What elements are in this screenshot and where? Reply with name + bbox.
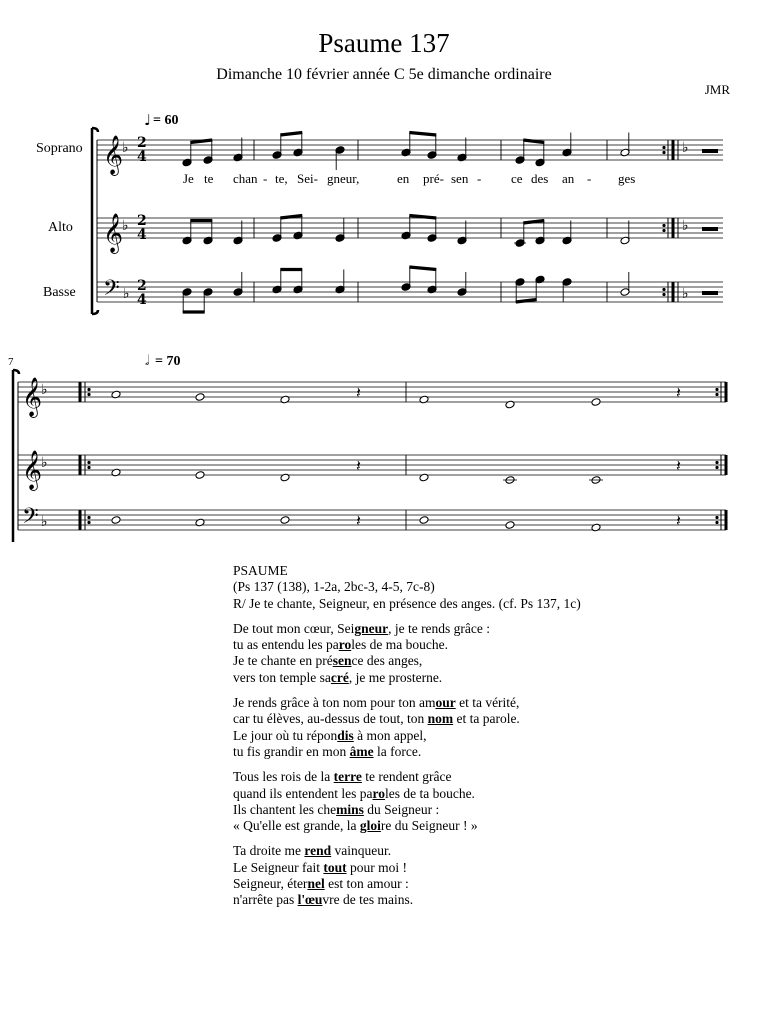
- repeat-dot: [87, 388, 90, 391]
- psalm-refrain: R/ Je te chante, Seigneur, en présence des anges. (cf. Ps 137, 1c): [233, 595, 581, 611]
- note-head: [419, 473, 429, 482]
- psalm-line: n'arrête pas l'œuvre de tes mains.: [233, 892, 414, 908]
- lyric-syllable: sen: [451, 171, 469, 186]
- time-sig-top: 2: [137, 135, 147, 151]
- lyric-syllable: ce: [511, 171, 523, 186]
- part-name-soprano: Soprano: [36, 141, 83, 156]
- treble-clef-icon: 𝄞: [22, 450, 43, 490]
- psalm-stanza: [233, 843, 733, 908]
- psalm-line: « Qu'elle est grande, la gloire du Seigneur ! »: [233, 818, 478, 834]
- lyric-syllable: -: [477, 171, 482, 186]
- repeat-dot: [87, 466, 90, 469]
- flat-sign: ♭: [41, 514, 48, 530]
- psalm-line: Le Seigneur fait tout pour moi !: [233, 859, 407, 875]
- psalm-line: Ta droite me rend vainqueur.: [233, 843, 392, 859]
- psalm-line: vers ton temple sacré, je me prosterne.: [233, 669, 443, 685]
- lyric-syllable: te: [204, 171, 214, 186]
- flat-sign: ♭: [682, 140, 689, 156]
- accented-syllable: l'œu: [297, 892, 323, 908]
- psalm-line: quand ils entendent les paroles de ta bouche.: [233, 785, 475, 801]
- psalm-line: Tous les rois de la terre te rendent grâce: [233, 769, 452, 785]
- accented-syllable: âme: [349, 743, 374, 759]
- page-title: Psaume 137: [318, 28, 450, 58]
- lyric-syllable: gneur,: [327, 171, 360, 186]
- lyric-syllable: ges: [618, 171, 636, 186]
- accented-syllable: rend: [304, 843, 332, 859]
- psalm-line: Le jour où tu répondis à mon appel,: [233, 727, 427, 743]
- repeat-dot: [715, 466, 718, 469]
- bass-clef-icon: 𝄢: [22, 504, 39, 534]
- psalm-heading: PSAUME: [233, 563, 288, 578]
- psalm-text: [233, 563, 733, 909]
- accented-syllable: our: [435, 695, 456, 711]
- psalm-line: Seigneur, éternel est ton amour :: [233, 876, 409, 892]
- psalm-line: Je rends grâce à ton nom pour ton amour et ta vérité,: [233, 695, 520, 711]
- score-graphics: [13, 128, 726, 542]
- accented-syllable: tout: [323, 859, 347, 875]
- repeat-dot: [715, 516, 718, 519]
- accented-syllable: mins: [336, 801, 364, 817]
- flat-sign: ♭: [123, 286, 130, 302]
- psalm-line: tu as entendu les paroles de ma bouche.: [233, 637, 448, 653]
- psalm-line: car tu élèves, au-dessus de tout, ton nom et ta parole.: [233, 711, 520, 727]
- note-head: [591, 398, 601, 407]
- accented-syllable: nom: [427, 711, 454, 727]
- repeat-dot: [87, 516, 90, 519]
- time-sig-bottom: 4: [137, 227, 147, 243]
- time-sig-top: 2: [137, 278, 147, 294]
- lyric-syllable: chan: [233, 171, 258, 186]
- accented-syllable: gneur: [354, 620, 389, 636]
- repeat-dot: [715, 521, 718, 524]
- psalm-line: Ils chantent les chemins du Seigneur :: [233, 801, 440, 817]
- lyric-syllable: en: [397, 171, 410, 186]
- lyric-syllable: Je: [183, 171, 194, 186]
- time-sig-bottom: 4: [137, 292, 147, 308]
- accented-syllable: dis: [337, 727, 354, 743]
- repeat-dot: [87, 393, 90, 396]
- lyric-syllable: des: [531, 171, 549, 186]
- psalm-reference: (Ps 137 (138), 1-2a, 2bc-3, 4-5, 7c-8): [233, 579, 435, 595]
- multi-rest: [702, 149, 718, 153]
- repeat-dot: [662, 293, 665, 296]
- note-head: [280, 473, 290, 482]
- part-name-alto: Alto: [48, 220, 73, 235]
- lyric-syllable: pré-: [423, 171, 444, 186]
- lyric-syllable: an: [562, 171, 575, 186]
- time-sig-top: 2: [137, 213, 147, 229]
- repeat-dot: [87, 521, 90, 524]
- note-head: [111, 516, 121, 525]
- bass-clef-icon: 𝄢: [103, 276, 120, 306]
- rest-icon: 𝄽: [356, 511, 361, 530]
- lyric-syllable: -: [587, 171, 592, 186]
- note-head: [591, 523, 601, 532]
- rest-icon: 𝄽: [356, 383, 361, 402]
- note-head: [195, 471, 205, 480]
- flat-sign: ♭: [41, 382, 48, 398]
- treble-clef-icon: 𝄞: [103, 213, 124, 253]
- time-sig-bottom: 4: [137, 149, 147, 165]
- part-name-basse: Basse: [43, 285, 76, 300]
- composer-credit: JMR: [704, 82, 730, 97]
- psalm-stanza: [233, 621, 733, 686]
- repeat-dot: [662, 224, 665, 227]
- multi-rest: [702, 291, 718, 295]
- tempo-note-icon: 𝅗𝅥: [145, 353, 150, 369]
- repeat-dot: [715, 393, 718, 396]
- note-head: [505, 400, 515, 409]
- psalm-line: Je te chante en présence des anges,: [233, 653, 423, 669]
- note-head: [111, 390, 121, 399]
- repeat-dot: [662, 288, 665, 291]
- note-head: [280, 395, 290, 404]
- flat-sign: ♭: [41, 455, 48, 471]
- flat-sign: ♭: [682, 218, 689, 234]
- accented-syllable: nel: [307, 876, 325, 892]
- measure-number: 7: [8, 356, 14, 368]
- repeat-dot: [715, 388, 718, 391]
- accented-syllable: cré: [330, 669, 349, 685]
- note-head: [280, 516, 290, 525]
- psalm-stanza: [233, 769, 733, 834]
- note-beam: [280, 133, 302, 136]
- multi-rest: [702, 227, 718, 231]
- tempo-marking: = 60: [153, 113, 179, 128]
- note-head: [195, 518, 205, 527]
- flat-sign: ♭: [122, 218, 129, 234]
- treble-clef-icon: 𝄞: [22, 377, 43, 417]
- note-head: [195, 393, 205, 402]
- psalm-line: De tout mon cœur, Seigneur, je te rends grâce :: [233, 620, 491, 636]
- psalm-stanzas: [233, 621, 733, 909]
- accented-syllable: ro: [372, 785, 385, 801]
- tempo-marking: = 70: [155, 354, 181, 369]
- tempo-note-icon: ♩: [144, 111, 152, 129]
- treble-clef-icon: 𝄞: [103, 135, 124, 175]
- note-head: [419, 516, 429, 525]
- rest-icon: 𝄽: [676, 511, 681, 530]
- repeat-dot: [715, 461, 718, 464]
- flat-sign: ♭: [682, 286, 689, 302]
- psalm-line: tu fis grandir en mon âme la force.: [233, 743, 422, 759]
- repeat-dot: [662, 151, 665, 154]
- lyrics: [183, 171, 635, 186]
- rest-icon: 𝄽: [676, 383, 681, 402]
- rest-icon: 𝄽: [676, 456, 681, 475]
- note-head: [505, 521, 515, 530]
- accented-syllable: ro: [338, 637, 352, 653]
- accented-syllable: terre: [333, 769, 362, 785]
- repeat-dot: [662, 229, 665, 232]
- repeat-dot: [87, 461, 90, 464]
- rest-icon: 𝄽: [356, 456, 361, 475]
- flat-sign: ♭: [122, 140, 129, 156]
- repeat-dot: [662, 146, 665, 149]
- lyric-syllable: -: [263, 171, 268, 186]
- psalm-stanza: [233, 695, 733, 760]
- note-head: [111, 468, 121, 477]
- page-subtitle: Dimanche 10 février année C 5e dimanche ordinaire: [216, 66, 552, 83]
- lyric-syllable: Sei-: [297, 171, 318, 186]
- accented-syllable: sen: [332, 653, 352, 669]
- note-beam: [409, 133, 436, 136]
- accented-syllable: gloi: [359, 818, 381, 834]
- lyric-syllable: te,: [275, 171, 288, 186]
- time-signatures: [137, 135, 147, 308]
- note-head: [419, 395, 429, 404]
- note-beam: [409, 267, 436, 270]
